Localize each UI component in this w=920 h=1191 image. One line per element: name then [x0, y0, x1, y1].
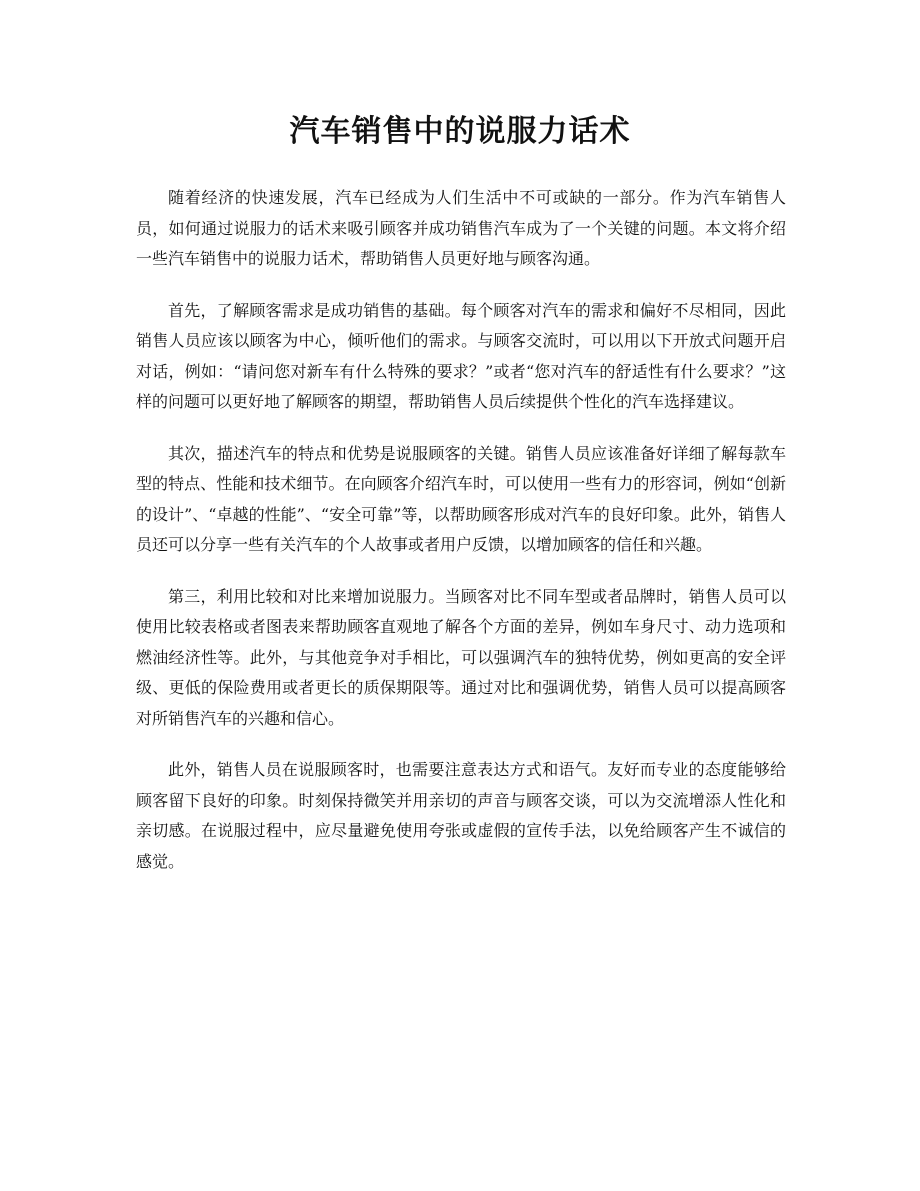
- paragraph-customer-needs: 首先，了解顾客需求是成功销售的基础。每个顾客对汽车的需求和偏好不尽相同，因此销售人员应该以顾客为中心，倾听他们的需求。与顾客交流时，可以用以下开放式问题开启对话，例如：“请问您对新车有什么特殊的要求？”或者“您对汽车的舒适性有什么要求？”这样的问题可以更好地了解顾客的期望，帮助销售人员后续提供个性化的汽车选择建议。: [136, 300, 786, 411]
- paragraph-intro: 随着经济的快速发展，汽车已经成为人们生活中不可或缺的一部分。作为汽车销售人员，如何通过说服力的话术来吸引顾客并成功销售汽车成为了一个关键的问题。本文将介绍一些汽车销售中的说服力话术，帮助销售人员更好地与顾客沟通。: [136, 188, 786, 268]
- paragraph-comparison: 第三，利用比较和对比来增加说服力。当顾客对比不同车型或者品牌时，销售人员可以使用比较表格或者图表来帮助顾客直观地了解各个方面的差异，例如车身尺寸、动力选项和燃油经济性等。此外，与其他竞争对手相比，可以强调汽车的独特优势，例如更高的安全评级、更低的保险费用或者更长的质保期限等。通过对比和强调优势，销售人员可以提高顾客对所销售汽车的兴趣和信心。: [136, 586, 786, 728]
- paragraph-car-features: 其次，描述汽车的特点和优势是说服顾客的关键。销售人员应该准备好详细了解每款车型的特点、性能和技术细节。在向顾客介绍汽车时，可以使用一些有力的形容词，例如“创新的设计”、“卓越的性能”、“安全可靠”等，以帮助顾客形成对汽车的良好印象。此外，销售人员还可以分享一些有关汽车的个人故事或者用户反馈，以增加顾客的信任和兴趣。: [136, 443, 786, 554]
- page-title: 汽车销售中的说服力话术: [289, 114, 631, 149]
- paragraph-attitude: 此外，销售人员在说服顾客时，也需要注意表达方式和语气。友好而专业的态度能够给顾客留下良好的印象。时刻保持微笑并用亲切的声音与顾客交谈，可以为交流增添人性化和亲切感。在说服过程中，应尽量避免使用夸张或虚假的宣传手法，以免给顾客产生不诚信的感觉。: [136, 760, 786, 871]
- document-body: [136, 183, 786, 898]
